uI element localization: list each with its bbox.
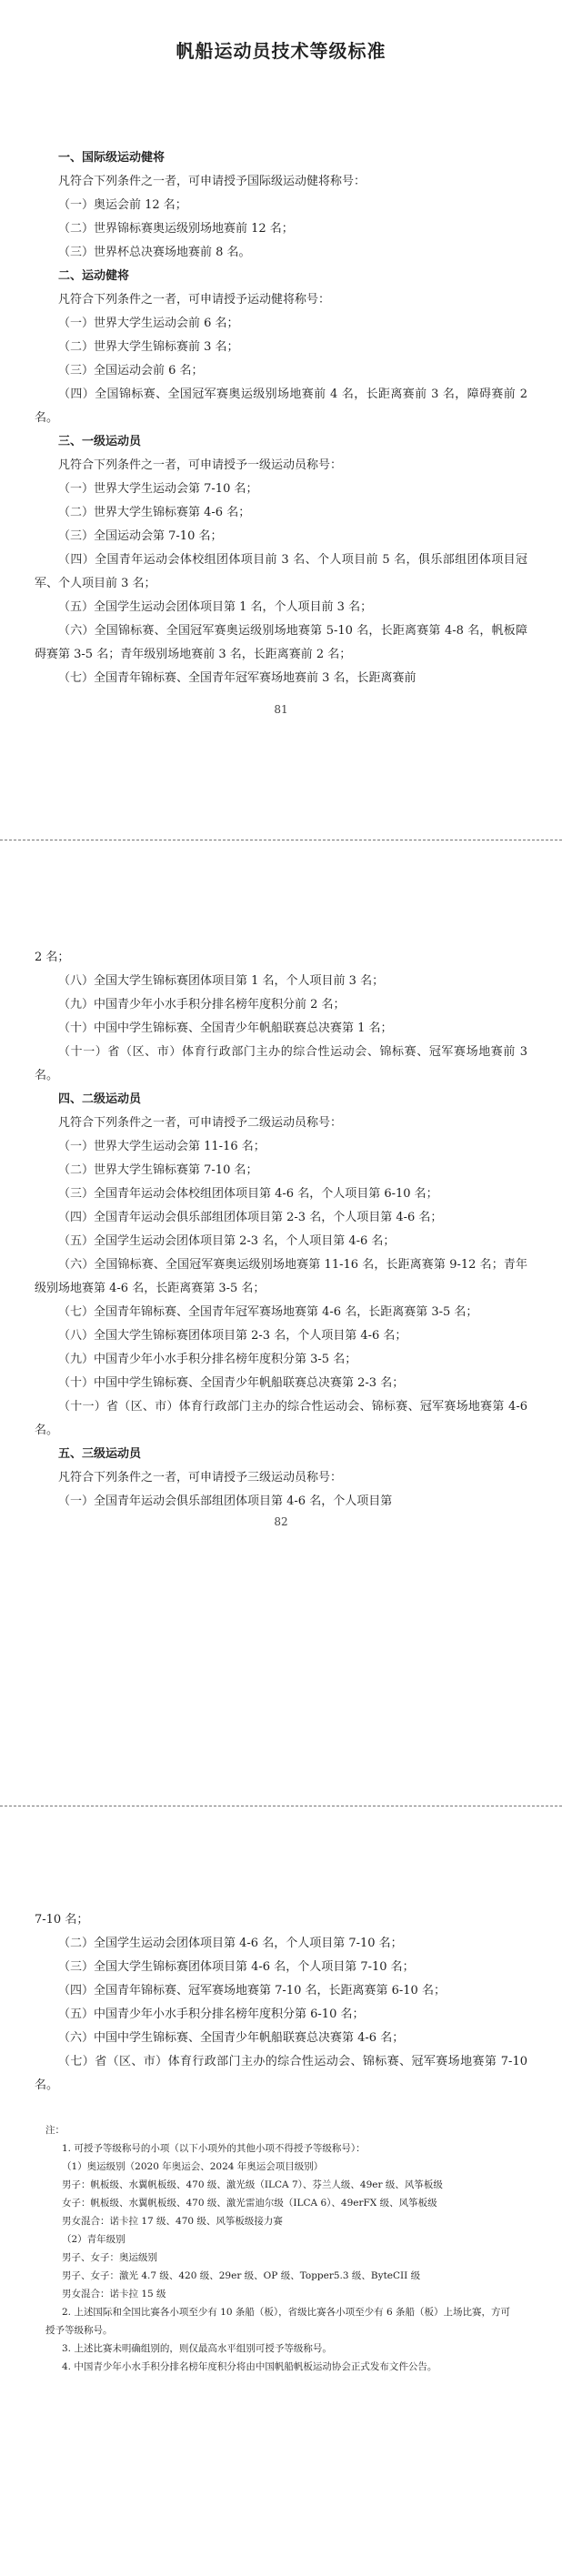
list-item: （九）中国青少年小水手积分排名榜年度积分前 2 名； <box>58 998 346 1011</box>
document-title: 帆船运动员技术等级标准 <box>176 40 386 62</box>
list-item: （三）世界杯总决赛场地赛前 8 名。 <box>58 246 251 259</box>
section-intro: 凡符合下列条件之一者，可申请授予三级运动员称号： <box>58 1471 343 1484</box>
list-item: （八）全国大学生锦标赛团体项目第 2-3 名，个人项目第 4-6 名； <box>58 1329 407 1343</box>
list-item: （四）全国青年运动会俱乐部组团体项目第 2-3 名，个人项目第 4-6 名； <box>58 1211 443 1224</box>
sheet-1-content <box>0 146 562 716</box>
section-intro: 凡符合下列条件之一者，可申请授予国际级运动健将称号： <box>58 175 366 188</box>
section-heading: 五、三级运动员 <box>58 1447 142 1461</box>
continuation-text: 7-10 名； <box>35 1913 89 1927</box>
note-line: 男子：帆板级、水翼帆板级、470 级、激光级（ILCA 7）、芬兰人级、49er 级、风筝板级 <box>62 2179 443 2190</box>
sheet-3-content <box>0 1908 562 2098</box>
list-item: （七）全国青年锦标赛、全国青年冠军赛场地赛第 4-6 名，长距离赛第 3-5 名； <box>58 1305 478 1319</box>
list-item: （五）全国学生运动会团体项目第 1 名，个人项目前 3 名； <box>58 600 373 614</box>
notes-block <box>0 2121 562 2376</box>
list-item: （三）全国运动会前 6 名； <box>58 364 204 377</box>
note-line: 男女混合：诺卡拉 17 级、470 级、风筝板级接力赛 <box>62 2216 283 2227</box>
note-line: 男女混合：诺卡拉 15 级 <box>62 2289 166 2299</box>
continuation-text: 2 名； <box>35 951 70 964</box>
note-line: 2. 上述国际和全国比赛各小项至少有 10 条船（板），省级比赛各小项至少有 6 条船（板）上场比赛，方可授予等级称号。 <box>45 2307 510 2336</box>
section-heading: 一、国际级运动健将 <box>58 151 166 165</box>
list-item: （二）世界大学生锦标赛前 3 名； <box>58 340 239 354</box>
list-item: （二）世界大学生锦标赛第 7-10 名； <box>58 1163 258 1177</box>
list-item: （一）奥运会前 12 名； <box>58 198 187 212</box>
note-line: （2）青年级别 <box>62 2234 125 2245</box>
page-number: 81 <box>274 703 288 716</box>
list-item: （三）全国大学生锦标赛团体项目第 4-6 名，个人项目第 7-10 名； <box>58 1960 415 1974</box>
list-item: （一）世界大学生运动会第 11-16 名； <box>58 1140 266 1153</box>
list-item: （五）全国学生运动会团体项目第 2-3 名，个人项目第 4-6 名； <box>58 1234 396 1248</box>
sheet-2-content <box>0 946 562 1528</box>
list-item: （六）全国锦标赛、全国冠军赛奥运级别场地赛第 11-16 名，长距离赛第 9-12 名；青年级别场地赛第 4-6 名，长距离赛第 3-5 名； <box>35 1258 527 1295</box>
section-first-class <box>35 430 527 690</box>
list-item: （六）中国中学生锦标赛、全国青少年帆船联赛总决赛第 4-6 名； <box>58 2031 405 2045</box>
list-item: （一）世界大学生运动会前 6 名； <box>58 317 239 330</box>
list-item: （十）中国中学生锦标赛、全国青少年帆船联赛总决赛第 1 名； <box>58 1021 393 1035</box>
section-master <box>35 265 527 430</box>
note-line: 男子、女子：激光 4.7 级、420 级、29er 级、OP 级、Topper5.3 级、ByteCII 级 <box>62 2270 421 2281</box>
list-item: （四）全国青年运动会体校组团体项目前 3 名、个人项目前 5 名，俱乐部组团体项目冠军、个人项目前 3 名； <box>35 553 527 590</box>
list-item: （十一）省（区、市）体育行政部门主办的综合性运动会、锦标赛、冠军赛场地赛前 3 名。 <box>35 1045 527 1082</box>
list-item: （三）全国青年运动会体校组团体项目第 4-6 名，个人项目第 6-10 名； <box>58 1187 438 1201</box>
list-item: （二）世界锦标赛奥运级别场地赛前 12 名； <box>58 222 294 236</box>
section-intro: 凡符合下列条件之一者，可申请授予二级运动员称号： <box>58 1116 343 1130</box>
page-number: 82 <box>274 1515 288 1528</box>
note-line: 3. 上述比赛未明确组别的，则仅最高水平组别可授予等级称号。 <box>62 2343 332 2354</box>
list-item: （七）省（区、市）体育行政部门主办的综合性运动会、锦标赛、冠军赛场地赛第 7-10 名。 <box>35 2055 527 2092</box>
notes-label: 注： <box>45 2125 65 2136</box>
note-line: 女子：帆板级、水翼帆板级、470 级、激光雷迪尔级（ILCA 6）、49erFX 级、风筝板级 <box>62 2198 437 2209</box>
list-item: （一）世界大学生运动会第 7-10 名； <box>58 482 258 496</box>
note-line: 4. 中国青少年小水手积分排名榜年度积分将由中国帆船帆板运动协会正式发布文件公告。 <box>62 2361 437 2372</box>
note-line: 1. 可授予等级称号的小项（以下小项外的其他小项不得授予等级称号）： <box>62 2143 366 2154</box>
list-item: （七）全国青年锦标赛、全国青年冠军赛场地赛前 3 名，长距离赛前 <box>58 671 416 685</box>
section-international-master <box>35 146 527 265</box>
section-heading: 二、运动健将 <box>58 269 130 283</box>
list-item: （二）全国学生运动会团体项目第 4-6 名，个人项目第 7-10 名； <box>58 1937 403 1950</box>
list-item: （二）世界大学生锦标赛第 4-6 名； <box>58 506 251 519</box>
sheet-2 <box>0 946 562 1528</box>
list-item: （八）全国大学生锦标赛团体项目第 1 名，个人项目前 3 名； <box>58 974 385 988</box>
list-item: （十一）省（区、市）体育行政部门主办的综合性运动会、锦标赛、冠军赛场地赛第 4-6 名。 <box>35 1400 527 1437</box>
list-item: （六）全国锦标赛、全国冠军赛奥运级别场地赛第 5-10 名，长距离赛第 4-8 名，帆板障碍赛第 3-5 名；青年级别场地赛前 3 名，长距离赛前 2 名； <box>35 624 527 661</box>
sheet-1 <box>0 0 562 819</box>
list-item: （四）全国青年锦标赛、冠军赛场地赛第 7-10 名，长距离赛第 6-10 名； <box>58 1984 446 1997</box>
section-intro: 凡符合下列条件之一者，可申请授予运动健将称号： <box>58 293 331 307</box>
list-item: （三）全国运动会第 7-10 名； <box>58 529 223 543</box>
list-item: （九）中国青少年小水手积分排名榜年度积分第 3-5 名； <box>58 1353 357 1366</box>
list-item: （五）中国青少年小水手积分排名榜年度积分第 6-10 名； <box>58 2007 365 2021</box>
list-item: （四）全国锦标赛、全国冠军赛奥运级别场地赛前 4 名，长距离赛前 3 名，障碍赛前 2 名。 <box>35 387 527 425</box>
list-item: （十）中国中学生锦标赛、全国青少年帆船联赛总决赛第 2-3 名； <box>58 1376 405 1390</box>
note-line: 男子、女子：奥运级别 <box>62 2252 157 2263</box>
note-line: （1）奥运级别（2020 年奥运会、2024 年奥运会项目级别） <box>62 2161 324 2172</box>
section-intro: 凡符合下列条件之一者，可申请授予一级运动员称号： <box>58 458 343 472</box>
section-heading: 四、二级运动员 <box>58 1092 142 1106</box>
list-item: （一）全国青年运动会俱乐部组团体项目第 4-6 名，个人项目第 <box>58 1494 393 1508</box>
section-heading: 三、一级运动员 <box>58 435 142 448</box>
sheet-3 <box>0 1908 562 2376</box>
